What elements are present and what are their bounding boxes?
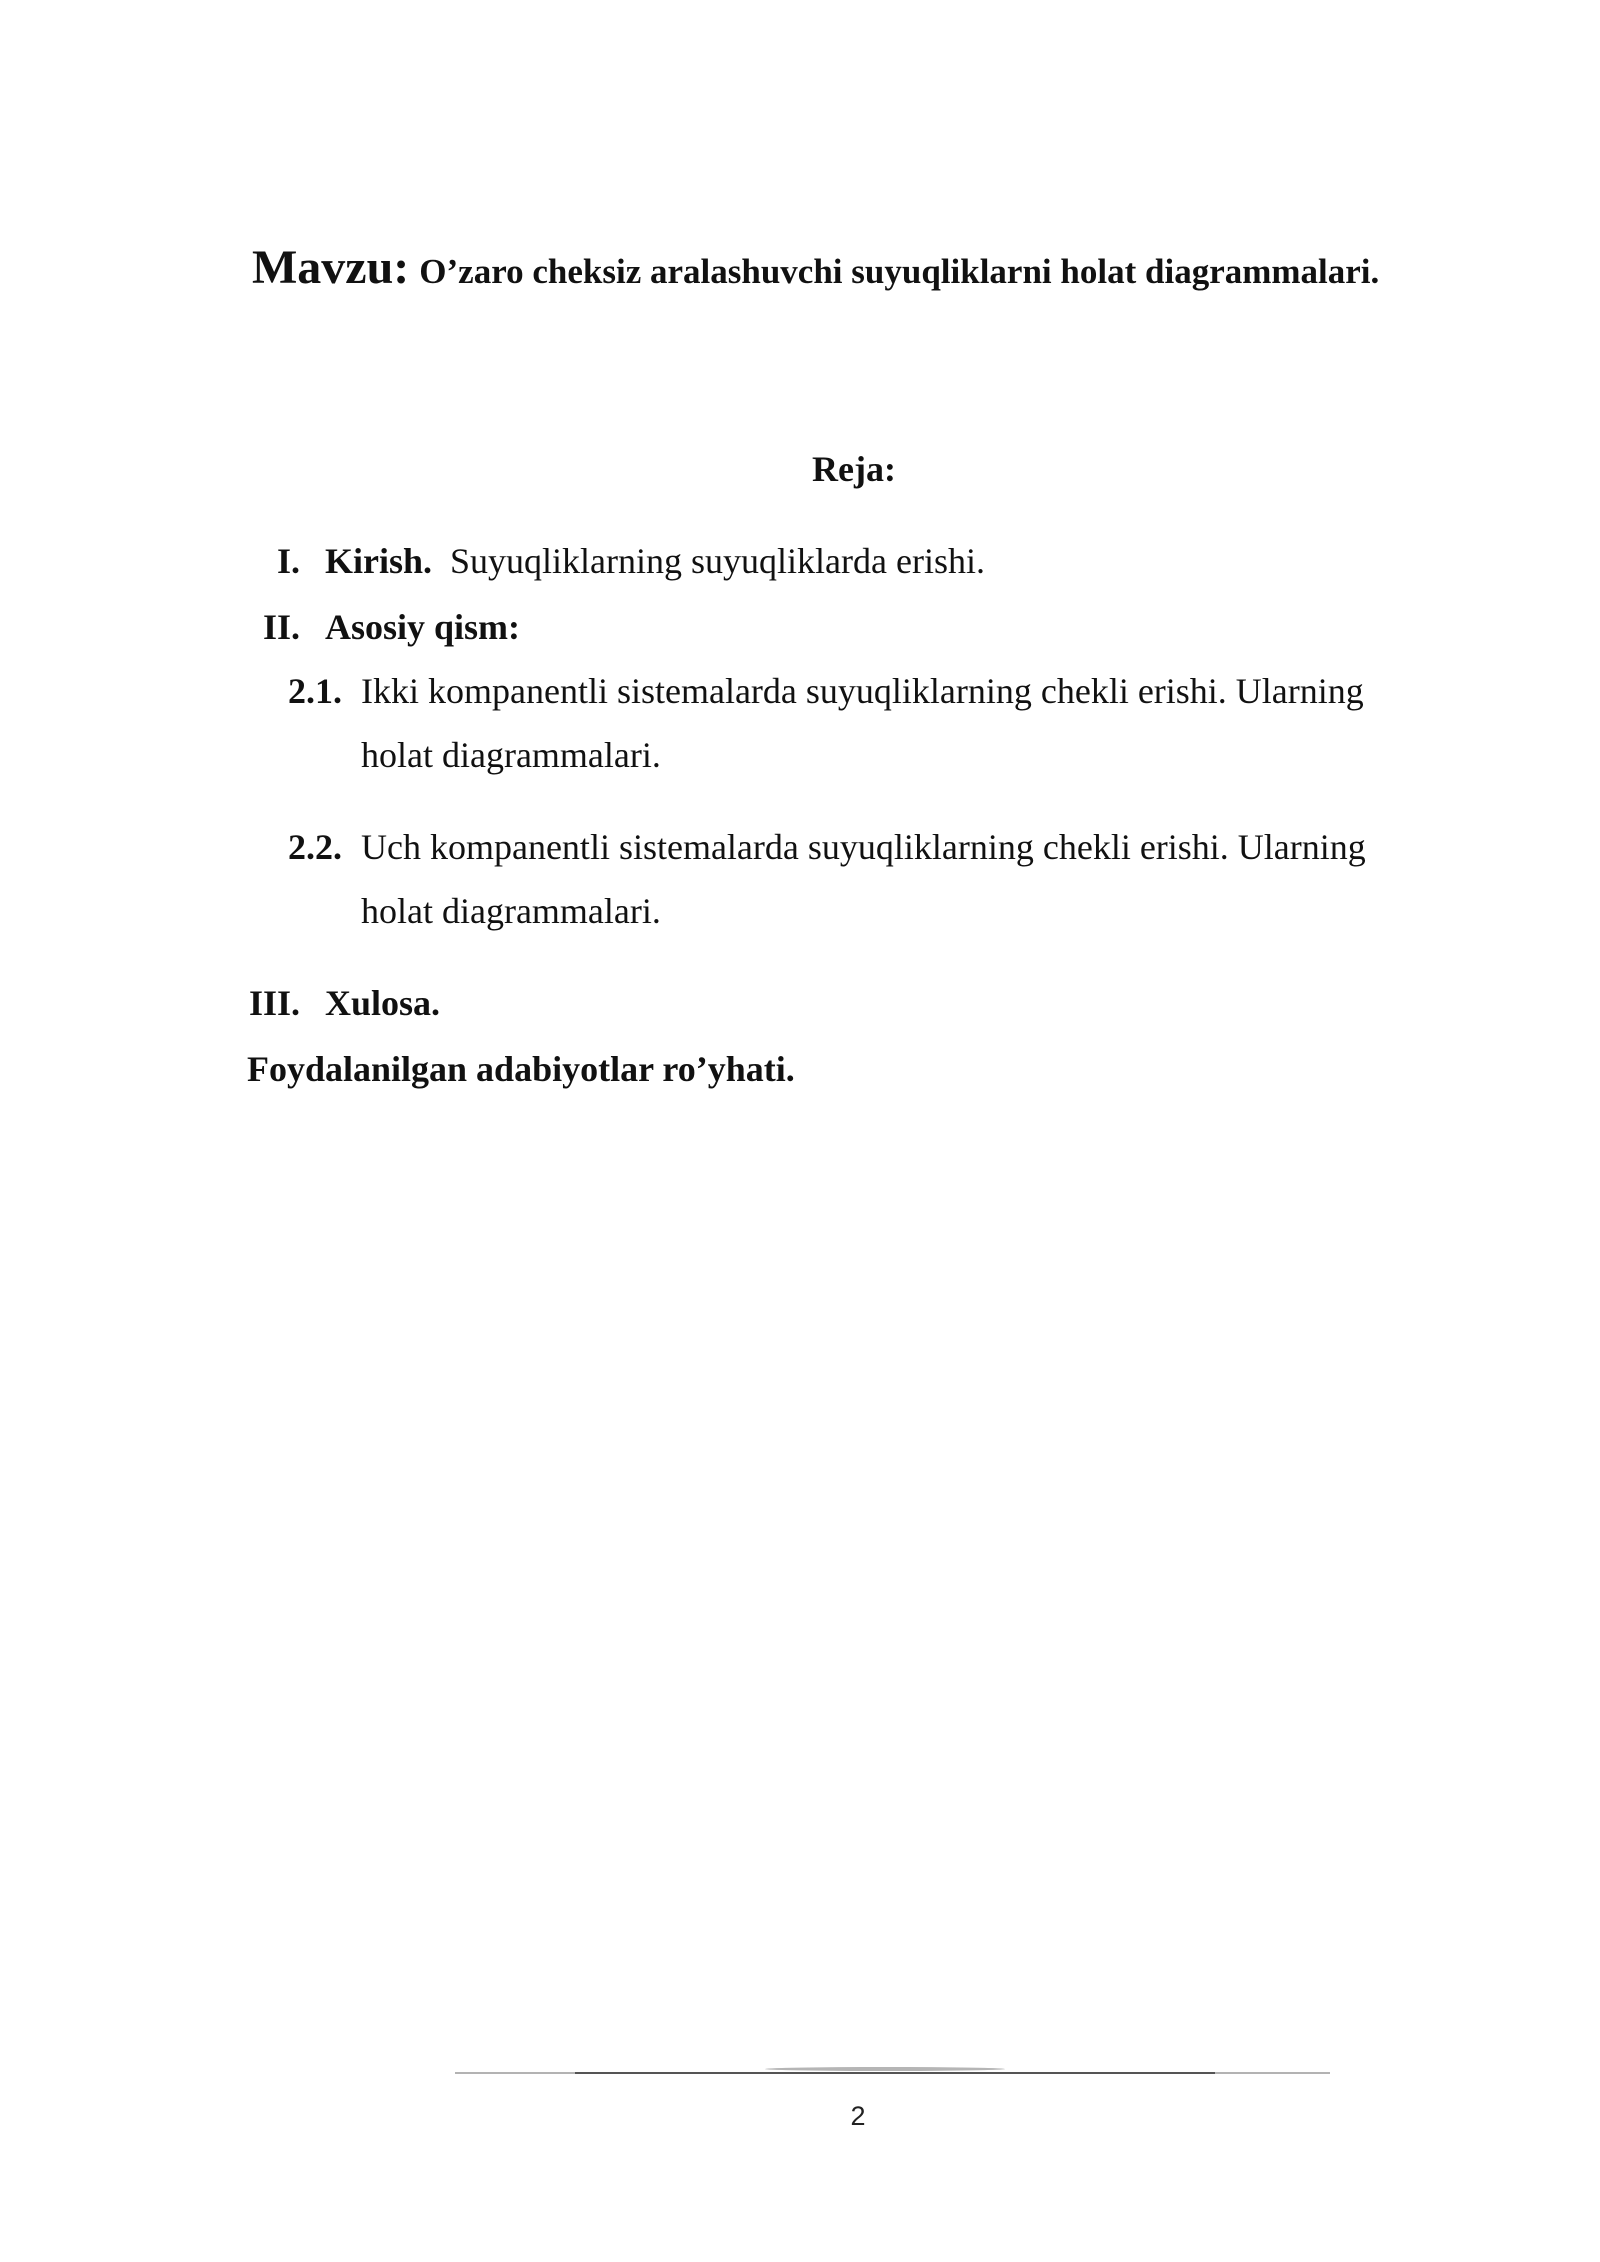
- plan-item-number: 2.1.: [288, 671, 342, 711]
- title-label: Mavzu:: [252, 241, 410, 294]
- document-title: [252, 240, 1379, 295]
- plan-item-bold-label: Kirish.: [325, 541, 433, 581]
- plan-item-main-part: [0, 606, 1600, 656]
- plan-item-number: II.: [262, 607, 300, 647]
- footer-rule: [455, 2064, 1330, 2078]
- plan-item-references: [0, 1048, 1600, 1098]
- plan-item-number: 2.2.: [288, 827, 342, 867]
- plan-subitem-2-1: [0, 670, 1600, 780]
- plan-item-number: I.: [276, 541, 300, 581]
- plan-item-line-1: Ikki kompanentli sistemalarda suyuqliklarning chekli erishi. Ularning: [361, 671, 1364, 711]
- title-text: O’zaro cheksiz aralashuvchi suyuqliklarni holat diagrammalari.: [419, 252, 1380, 291]
- plan-item-line-2: holat diagrammalari.: [361, 891, 661, 931]
- plan-heading: Reja:: [812, 449, 896, 489]
- plan-item-conclusion: [0, 982, 1600, 1032]
- plan-item-line-1: Uch kompanentli sistemalarda suyuqliklarning chekli erishi. Ularning: [361, 827, 1366, 867]
- plan-item-label: Suyuqliklarning suyuqliklarda erishi.: [450, 541, 985, 581]
- plan-item-introduction: [0, 540, 1600, 590]
- page-number: 2: [850, 2101, 866, 2131]
- plan-item-bold-label: Asosiy qism:: [325, 607, 521, 647]
- plan-subitem-2-2: [0, 826, 1600, 936]
- plan-item-bold-label: Xulosa.: [325, 983, 441, 1023]
- plan-item-number: III.: [248, 983, 300, 1023]
- plan-item-bold-label: Foydalanilgan adabiyotlar ro’yhati.: [247, 1049, 795, 1089]
- plan-item-line-2: holat diagrammalari.: [361, 735, 661, 775]
